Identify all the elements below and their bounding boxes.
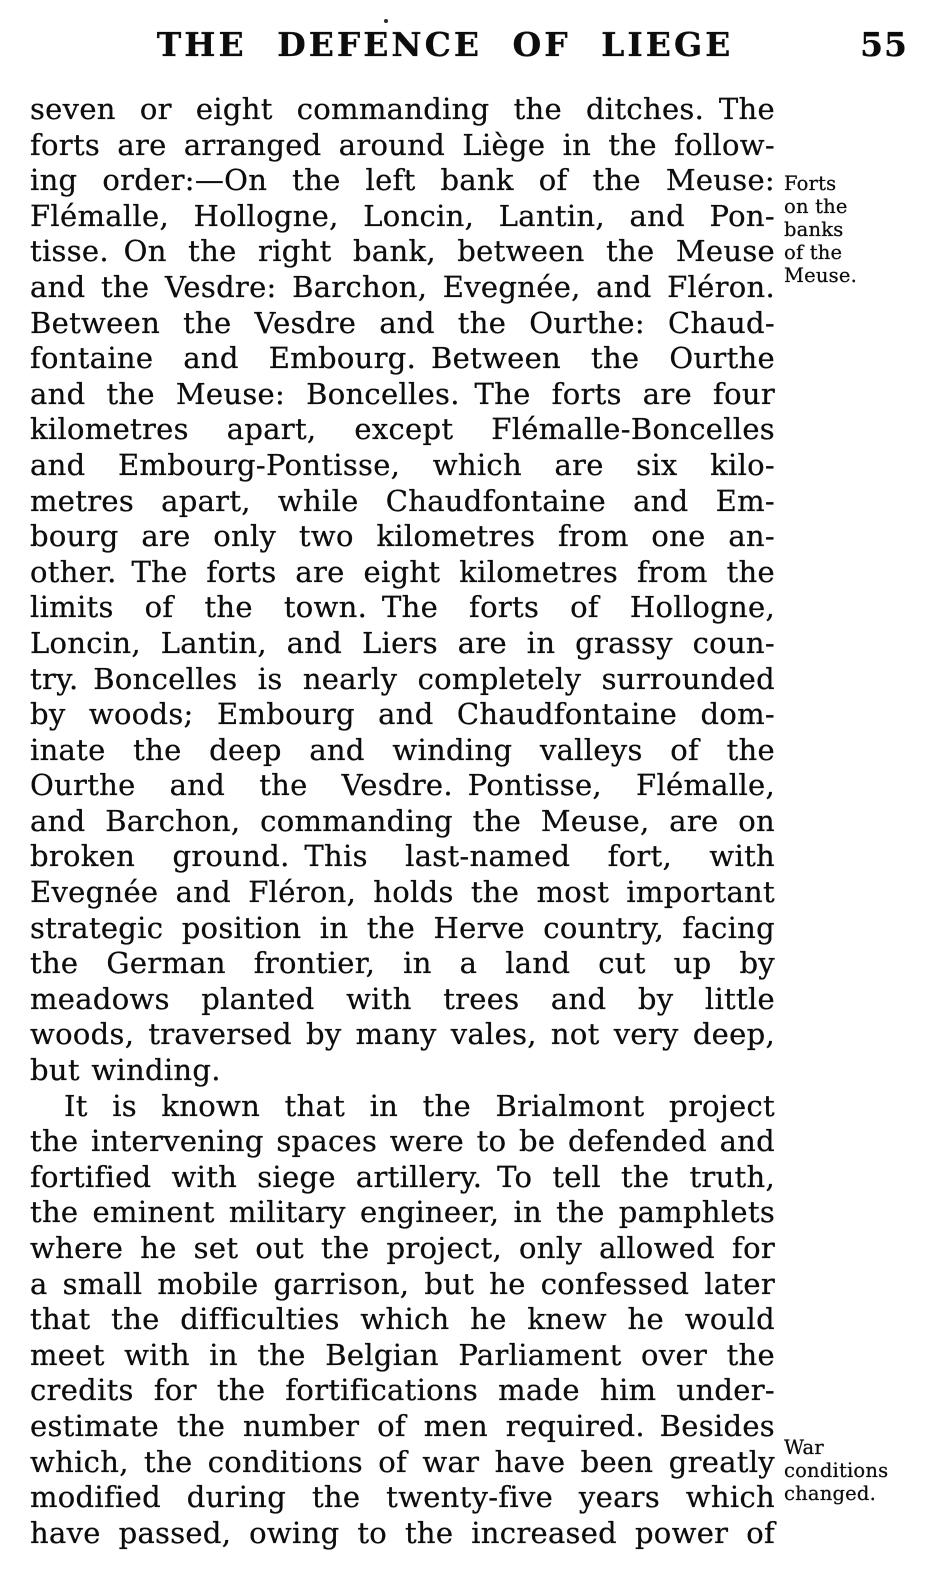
body-line: the German frontier, in a land cut up by [30,946,775,981]
body-line: fontaine and Embourg. Between the Ourthe [30,341,775,376]
page-header-title: THE DEFENCE OF LIEGE [156,25,734,64]
body-line: Ourthe and the Vesdre. Pontisse, Flémalle, [30,768,775,803]
body-line: other. The forts are eight kilometres from the [30,554,775,589]
body-line: and Barchon, commanding the Meuse, are on [30,803,775,838]
scan-speck [384,19,388,23]
margin-note-line: War [784,1436,824,1459]
body-line: limits of the town. The forts of Hollogne, [30,590,775,625]
body-line: broken ground. This last-named fort, with [30,839,775,874]
body-line: credits for the fortifications made him under- [30,1373,775,1408]
body-line: that the difficulties which he knew he would [30,1302,775,1337]
body-line: inate the deep and winding valleys of the [30,732,775,767]
page-number: 55 [860,25,908,64]
body-line: woods, traversed by many vales, not very deep, [30,1017,775,1052]
body-line: where he set out the project, only allowed for [30,1231,775,1265]
body-line: forts are arranged around Liège in the follow- [30,127,775,162]
body-line: and the Meuse: Boncelles. The forts are four [30,376,775,411]
margin-note-war-conditions [784,1436,939,1505]
body-line: Loncin, Lantin, and Liers are in grassy coun- [30,625,775,660]
body-line: kilometres apart, except Flémalle-Boncelles [30,412,775,447]
margin-note-line: of the [784,241,843,264]
body-line: tisse. On the right bank, between the Meuse [30,234,775,269]
margin-note-line: Forts [784,172,837,195]
body-line: and Embourg-Pontisse, which are six kilo- [30,447,775,482]
body-line: estimate the number of men required. Besides [30,1408,775,1443]
margin-note-line: Meuse. [784,264,858,287]
body-line: Between the Vesdre and the Ourthe: Chaud- [30,305,775,340]
body-line: the intervening spaces were to be defended and [30,1124,775,1159]
body-line: fortified with siege artillery. To tell the truth, [30,1159,775,1194]
body-line: which, the conditions of war have been greatly [30,1444,775,1479]
body-line: bourg are only two kilometres from one an- [30,519,775,554]
body-line: Flémalle, Hollogne, Loncin, Lantin, and Pon- [30,198,775,233]
body-line: a small mobile garrison, but he confessed later [30,1266,775,1301]
body-line: try. Boncelles is nearly completely surrounded [30,661,775,696]
body-line: modified during the twenty-five years which [30,1480,775,1515]
margin-note-line: on the [784,195,848,218]
body-line: have passed, owing to the increased power of [30,1515,775,1550]
body-line: the eminent military engineer, in the pamphlets [30,1195,775,1230]
body-line: meadows planted with trees and by little [30,981,775,1016]
body-line: but winding. [30,1053,221,1088]
body-line: Evegnée and Fléron, holds the most important [30,875,775,910]
body-line: seven or eight commanding the ditches. The [30,92,775,126]
body-line: ing order:—On the left bank of the Meuse: [30,163,775,198]
margin-note-line: changed. [784,1482,876,1505]
body-line: meet with in the Belgian Parliament over the [30,1337,775,1372]
body-line: strategic position in the Herve country, facing [30,910,775,945]
body-line: and the Vesdre: Barchon, Evegnée, and Fléron. [30,269,775,304]
body-line: metres apart, while Chaudfontaine and Em- [30,483,775,518]
margin-note-line: conditions [784,1459,889,1482]
body-line: by woods; Embourg and Chaudfontaine dom- [30,697,775,732]
margin-note-line: banks [784,218,844,241]
body-line: It is known that in the Brialmont project [64,1088,775,1123]
margin-note-forts-meuse [784,172,939,287]
text-column [30,92,775,1551]
